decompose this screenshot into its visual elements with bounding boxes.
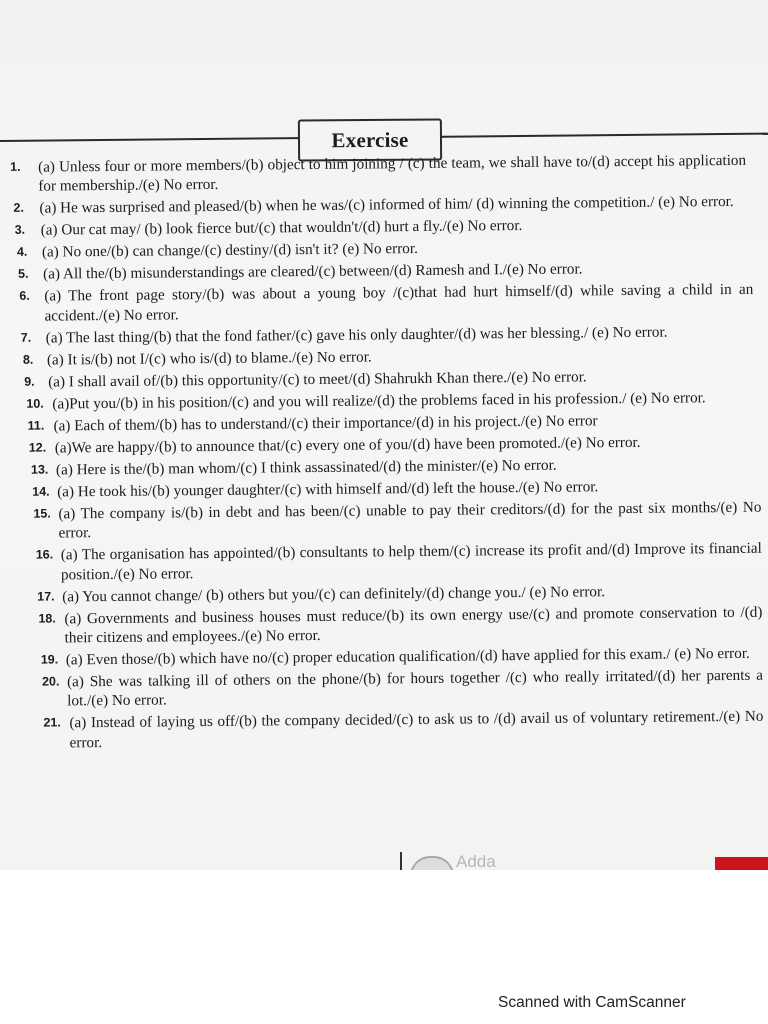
page-title: Exercise xyxy=(331,127,409,152)
item-number: 2. xyxy=(13,201,24,216)
item-number: 6. xyxy=(19,289,30,304)
item-number: 17. xyxy=(37,589,55,604)
item-text: (a) Instead of laying us off/(b) the company decided/(c) to ask us to /(d) avail us of voluntary retirement./(e) No error. xyxy=(69,708,764,752)
item-number: 9. xyxy=(24,374,35,389)
exercise-item-15 xyxy=(3,497,768,543)
item-text: (a) No one/(b) can change/(c) destiny/(d) isn't it? (e) No error. xyxy=(41,240,418,262)
item-number: 15. xyxy=(33,506,51,521)
item-number: 20. xyxy=(41,674,60,689)
exercise-item-16 xyxy=(4,539,768,585)
item-text: (a) Unless four or more members/(b) object to him joining / (c) the team, we shall have to/(d) accept his application for membership./(e) No error. xyxy=(38,151,747,196)
item-text: (a) Our cat may/ (b) look fierce but/(c) that wouldn't/(d) hurt a fly./(e) No error. xyxy=(40,217,523,240)
item-text: (a) Here is the/(b) man whom/(c) I think assassinated/(d) the minister/(e) No error. xyxy=(55,456,557,479)
item-number: 3. xyxy=(14,223,26,238)
item-number: 1. xyxy=(10,159,21,174)
item-text: (a) The company is/(b) in debt and has been/(c) unable to pay their creditors/(d) for the past six months/(e) No error. xyxy=(58,498,762,542)
item-text: (a) Governments and business houses must reduce/(b) its own energy use/(c) and promote conservation to /(d) their citizens and employees./(e) No error. xyxy=(64,603,763,647)
item-text: (a) The last thing/(b) that the fond father/(c) gave his only daughter/(d) was her blessing./ (e) No error. xyxy=(45,323,668,347)
item-text: (a) He was surprised and pleased/(b) when he was/(c) informed of him/ (d) winning the competition./ (e) No error. xyxy=(39,193,734,218)
item-number: 18. xyxy=(38,611,56,626)
page-number-tab xyxy=(715,857,768,870)
item-number: 11. xyxy=(27,418,45,433)
item-number: 16. xyxy=(35,547,54,562)
item-text: (a) Each of them/(b) has to understand/(c) their importance/(d) in his project./(e) No error xyxy=(53,412,598,435)
item-number: 14. xyxy=(32,484,50,499)
item-number: 21. xyxy=(43,715,61,731)
footer-logo-text: Adda xyxy=(456,852,496,870)
item-text: (a) The front page story/(b) was about a young boy /(c)that had hurt himself/(d) while saving a child in an accident./(e) No error. xyxy=(44,281,754,325)
footer-divider xyxy=(400,852,402,870)
item-text: (a) The organisation has appointed/(b) consultants to help them/(c) increase its profit and/(d) Improve its financial position./(e) No error. xyxy=(60,539,762,584)
item-number: 5. xyxy=(18,267,29,282)
item-number: 13. xyxy=(30,462,49,477)
item-text: (a) You cannot change/ (b) others but you/(c) can definitely/(d) change you./ (e) No error. xyxy=(62,582,606,606)
item-text: (a)Put you/(b) in his position/(c) and you will realize/(d) the problems faced in his profession./ (e) No error. xyxy=(52,389,706,413)
item-text: (a) All the/(b) misunderstandings are cleared/(c) between/(d) Ramesh and I./(e) No error. xyxy=(43,260,583,283)
exercise-item-18 xyxy=(4,602,768,648)
item-number: 8. xyxy=(22,352,34,367)
item-number: 7. xyxy=(20,330,32,345)
item-text: (a) Even those/(b) which have no/(c) proper education qualification/(d) have applied for this exam./ (e) No error. xyxy=(65,644,750,669)
item-text: (a) She was talking ill of others on the phone/(b) for hours together /(c) who really irritated/(d) her parents a lot./(e) No error. xyxy=(66,666,764,710)
camscanner-watermark: Scanned with CamScanner xyxy=(498,994,686,1011)
item-number: 12. xyxy=(28,440,47,455)
item-number: 10. xyxy=(26,396,44,411)
item-text: (a) I shall avail of/(b) this opportunity/(c) to meet/(d) Shahrukh Khan there./(e) No error. xyxy=(48,368,587,391)
exercise-item-20 xyxy=(5,666,768,712)
item-text: (a) He took his/(b) younger daughter/(c) with himself and/(d) left the house./(e) No error. xyxy=(57,478,599,501)
exercise-item-21 xyxy=(5,707,768,753)
exercise-list xyxy=(0,151,768,756)
item-number: 19. xyxy=(40,652,59,667)
exercise-item-6 xyxy=(1,280,768,326)
item-text: (a)We are happy/(b) to announce that/(c) every one of you/(d) have been promoted./(e) No error. xyxy=(54,433,641,457)
item-number: 4. xyxy=(16,245,28,260)
adda-logo-icon xyxy=(410,856,454,870)
exercise-item-1 xyxy=(0,151,768,197)
item-text: (a) It is/(b) not I/(c) who is/(d) to blame./(e) No error. xyxy=(46,348,372,369)
